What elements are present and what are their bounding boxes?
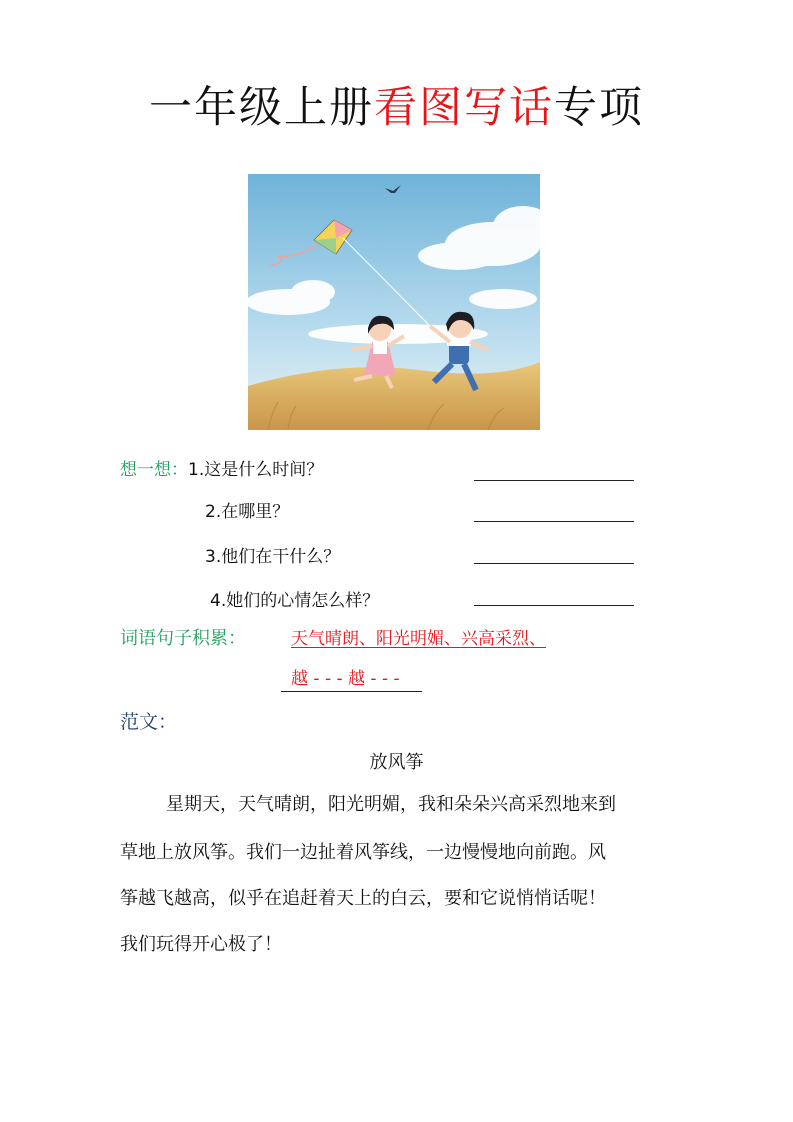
words-label: 词语句子积累： <box>120 628 246 649</box>
essay-title: 放风筝 <box>369 752 424 773</box>
essay-line-3: 筝越飞越高，似乎在追赶着天上的白云，要和它说悄悄话呢！ <box>120 888 606 909</box>
words-line-2: 越 - - - 越 - - - <box>281 667 422 692</box>
think-row-1 <box>120 458 323 482</box>
kite-flying-illustration <box>248 174 540 430</box>
essay-line-2: 草地上放风筝。我们一边扯着风筝线，一边慢慢地向前跑。风 <box>120 842 606 863</box>
title-part-2-highlight: 看图写话 <box>374 83 554 133</box>
answer-line-3[interactable] <box>474 563 634 564</box>
page-title <box>0 78 793 138</box>
sample-label: 范文： <box>120 711 178 733</box>
question-1: 1.这是什么时间？ <box>188 460 324 480</box>
words-line-1: 天气晴朗、阳光明媚、兴高采烈、 <box>291 629 546 649</box>
essay-line-1: 星期天，天气晴朗，阳光明媚，我和朵朵兴高采烈地来到 <box>166 794 616 815</box>
title-part-1: 一年级上册 <box>149 83 374 133</box>
question-4: 4.她们的心情怎么样？ <box>210 591 380 611</box>
answer-line-4[interactable] <box>474 605 634 606</box>
essay-line-4: 我们玩得开心极了！ <box>120 934 282 955</box>
answer-line-1[interactable] <box>474 480 634 481</box>
question-2: 2.在哪里？ <box>205 502 290 522</box>
answer-line-2[interactable] <box>474 521 634 522</box>
title-part-3: 专项 <box>554 83 644 133</box>
think-label: 想一想： <box>120 460 188 480</box>
question-3: 3.他们在干什么？ <box>205 547 341 567</box>
